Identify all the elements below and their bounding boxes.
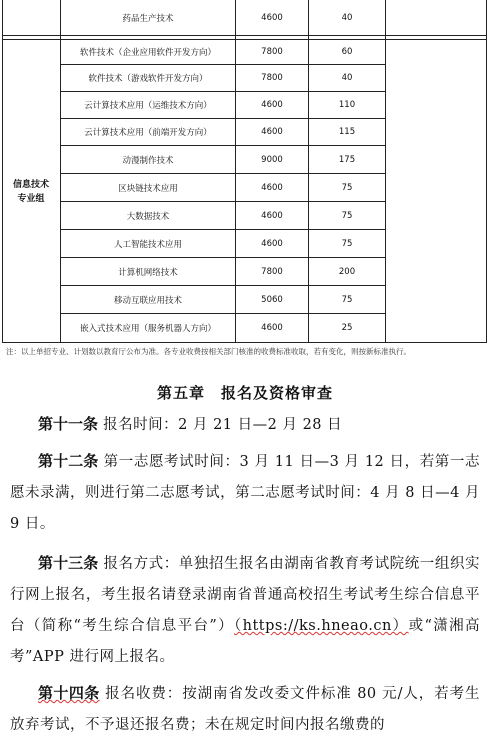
article-13-tail: 或“潇湘高考”APP 进行网上报名。 bbox=[10, 618, 480, 665]
table-cell-plan: 7800 bbox=[261, 266, 283, 277]
table-cell-fee: 40 bbox=[341, 12, 353, 23]
table-cell-plan: 4600 bbox=[261, 182, 283, 193]
table-cell-plan: 9000 bbox=[261, 154, 283, 165]
group-label-line1: 信息技术 bbox=[12, 179, 49, 190]
table-cell-major: 软件技术（企业应用软件开发方向） bbox=[79, 48, 216, 58]
article-14-label: 第十四条 bbox=[38, 684, 100, 702]
table-cell-fee: 115 bbox=[338, 127, 356, 137]
table-cell-fee: 175 bbox=[338, 154, 356, 165]
table-cell-fee: 25 bbox=[341, 323, 353, 333]
major-table bbox=[2, 0, 487, 343]
table-cell-fee: 40 bbox=[341, 73, 353, 83]
table-cell-plan: 7800 bbox=[261, 47, 283, 57]
table-cell-major: 区块链技术应用 bbox=[118, 183, 178, 194]
table-cell-major: 移动互联应用技术 bbox=[113, 295, 182, 306]
article-13-text: 报名方式：单独招生报名由湖南省教育考试院统一组织实行网上报名，考生报名请登录湖南省普通高校招生考试考生综合信息平台（简称“考生综合信息平台”） bbox=[10, 556, 481, 634]
table-group-separator bbox=[2, 35, 487, 36]
article-13-url-link[interactable]: （https://ks.hneao.cn） bbox=[234, 618, 409, 634]
table-cell-fee: 75 bbox=[341, 294, 353, 305]
table-col-line-4 bbox=[385, 0, 386, 343]
table-cell-fee: 60 bbox=[341, 47, 353, 57]
table-cell-plan: 4600 bbox=[261, 127, 283, 137]
table-cell-plan: 7800 bbox=[261, 73, 283, 83]
article-13 bbox=[10, 548, 480, 673]
table-border-bottom bbox=[2, 342, 487, 343]
table-cell-fee: 75 bbox=[341, 238, 353, 249]
table-footnote: 注：以上单招专业、计划数以教育厅公布为准。各专业收费按相关部门核准的收费标准收取，若有变化，则按新标准执行。 bbox=[6, 347, 411, 356]
table-border-right bbox=[486, 0, 487, 343]
article-11 bbox=[10, 409, 480, 441]
group-label-line2: 专业组 bbox=[17, 193, 45, 204]
table-cell-plan: 4600 bbox=[261, 100, 283, 110]
table-cell-fee: 75 bbox=[341, 210, 353, 221]
table-cell-major: 大数据技术 bbox=[126, 211, 170, 222]
article-11-label: 第十一条 bbox=[38, 415, 99, 433]
article-12-text: 第一志愿考试时间：3 月 11 日—3 月 12 日，若第一志愿未录满，则进行第二志愿考试，第二志愿考试时间：4 月 8 日—4 月 9 日。 bbox=[10, 454, 480, 532]
article-12-label: 第十二条 bbox=[38, 452, 99, 470]
table-cell-major: 计算机网络技术 bbox=[118, 267, 178, 278]
table-cell-major: 云计算技术应用（运维技术方向） bbox=[84, 101, 212, 111]
table-cell-fee: 110 bbox=[338, 100, 356, 110]
table-cell-plan: 4600 bbox=[261, 238, 283, 249]
group-label bbox=[2, 40, 60, 343]
table-cell-major: 动漫制作技术 bbox=[122, 155, 174, 166]
table-cell-plan: 5060 bbox=[261, 294, 283, 305]
table-cell-plan: 4600 bbox=[261, 210, 283, 221]
table-cell-plan: 4600 bbox=[261, 12, 283, 23]
table-cell-major: 云计算技术应用（前端开发方向） bbox=[84, 128, 212, 138]
table-cell-major: 药品生产技术 bbox=[122, 13, 174, 24]
article-13-label: 第十三条 bbox=[38, 554, 99, 572]
table-cell-fee: 200 bbox=[338, 266, 356, 277]
article-14 bbox=[10, 678, 480, 741]
table-cell-major: 人工智能技术应用 bbox=[113, 239, 182, 250]
article-11-text: 报名时间：2 月 21 日—2 月 28 日 bbox=[103, 417, 343, 433]
table-cell-major: 嵌入式技术应用（服务机器人方向） bbox=[79, 324, 216, 334]
chapter-title: 第五章 报名及资格审查 bbox=[156, 384, 333, 402]
table-cell-fee: 75 bbox=[341, 182, 353, 193]
table-cell-plan: 4600 bbox=[261, 323, 283, 333]
article-12 bbox=[10, 446, 480, 540]
article-14-text: 报名收费：按湖南省发改委文件标准 80 元/人，若考生放弃考试，不予退还报名费；未在规定时间内报名缴费的 bbox=[10, 686, 480, 733]
table-cell-major: 软件技术（游戏软件开发方向） bbox=[88, 74, 208, 84]
